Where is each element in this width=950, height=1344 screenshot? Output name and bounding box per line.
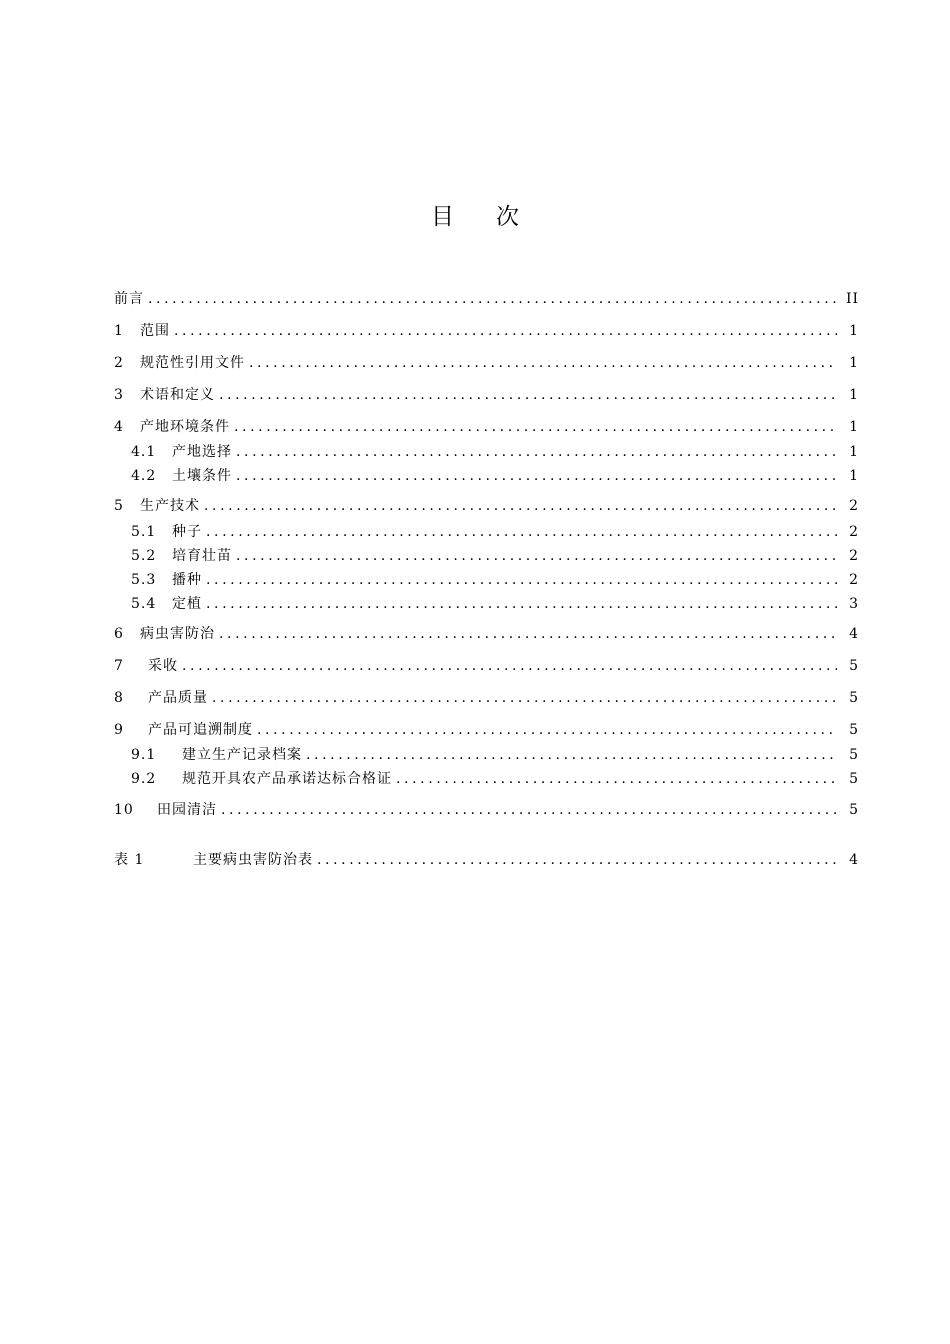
toc-entry-number: 表 1 xyxy=(114,852,145,868)
toc-leader xyxy=(317,850,837,870)
toc-entry-page: 1 xyxy=(849,444,859,460)
toc-leader xyxy=(219,385,837,405)
page-title-char-1: 目 xyxy=(431,204,454,230)
toc-entry-page: 5 xyxy=(849,802,859,818)
page-title xyxy=(0,202,950,232)
toc-leader xyxy=(182,656,837,676)
toc-entry-number: 4.2 xyxy=(131,468,157,484)
toc-entry-label: 产品质量 xyxy=(148,690,208,706)
toc-entry-number: 6 xyxy=(114,626,124,642)
toc-leader xyxy=(212,688,837,708)
toc-entry-page: 5 xyxy=(849,722,859,738)
toc-entry-3[interactable] xyxy=(114,385,859,405)
toc-leader xyxy=(204,496,837,516)
toc-entry-label: 播种 xyxy=(172,572,202,588)
toc-leader xyxy=(174,321,837,341)
toc-entry-number: 7 xyxy=(114,658,124,674)
toc-entry-5-3[interactable] xyxy=(131,570,859,590)
toc-entry-number: 9 xyxy=(114,722,124,738)
toc-entry-label: 培育壮苗 xyxy=(172,548,232,564)
toc-leader xyxy=(206,570,837,590)
toc-entry-page: 3 xyxy=(849,596,859,612)
toc-leader xyxy=(249,353,837,373)
toc-entry-label: 规范性引用文件 xyxy=(140,355,245,371)
toc-entry-label: 病虫害防治 xyxy=(140,626,215,642)
toc-entry-6[interactable] xyxy=(114,624,859,644)
toc-entry-number: 10 xyxy=(114,802,134,818)
toc-entry-number: 5.4 xyxy=(131,596,157,612)
toc-entry-page: 1 xyxy=(849,419,859,435)
toc-entry-1[interactable] xyxy=(114,321,859,341)
toc-entry-label: 田园清洁 xyxy=(157,802,217,818)
toc-entry-number: 4.1 xyxy=(131,444,157,460)
toc-entry-number: 8 xyxy=(114,690,124,706)
toc-entry-page: 1 xyxy=(849,355,859,371)
toc-leader xyxy=(236,466,837,486)
toc-leader xyxy=(257,720,837,740)
toc-entry-label: 产品可追溯制度 xyxy=(148,722,253,738)
toc-entry-label: 术语和定义 xyxy=(140,387,215,403)
toc-entry-5-2[interactable] xyxy=(131,546,859,566)
toc-entry-label: 生产技术 xyxy=(140,498,200,514)
toc-entry-5[interactable] xyxy=(114,496,859,516)
toc-entry-foreword[interactable] xyxy=(114,289,859,309)
toc-entry-label: 建立生产记录档案 xyxy=(182,747,302,763)
toc-entry-4[interactable] xyxy=(114,417,859,437)
toc-leader xyxy=(206,594,837,614)
toc-entry-table-1[interactable] xyxy=(114,850,859,870)
toc-leader xyxy=(236,546,837,566)
toc-entry-page: 4 xyxy=(849,852,859,868)
toc-entry-page: 2 xyxy=(849,498,859,514)
toc-leader xyxy=(219,624,837,644)
toc-entry-number: 3 xyxy=(114,387,124,403)
toc-entry-page: 5 xyxy=(849,690,859,706)
toc-leader xyxy=(236,442,837,462)
toc-entry-label: 采收 xyxy=(148,658,178,674)
toc-leader xyxy=(148,289,837,309)
toc-entry-page: 5 xyxy=(849,747,859,763)
toc-entry-label: 种子 xyxy=(172,524,202,540)
toc-entry-4-2[interactable] xyxy=(131,466,859,486)
toc-entry-number: 5.3 xyxy=(131,572,157,588)
toc-entry-page: 5 xyxy=(849,658,859,674)
toc-leader xyxy=(306,745,837,765)
toc-entry-page: 2 xyxy=(849,572,859,588)
toc-entry-number: 4 xyxy=(114,419,124,435)
toc-entry-10[interactable] xyxy=(114,800,859,820)
toc-entry-2[interactable] xyxy=(114,353,859,373)
toc-entry-page: II xyxy=(845,291,859,307)
page-title-char-2: 次 xyxy=(496,204,519,230)
toc-leader xyxy=(221,800,837,820)
toc-entry-page: 5 xyxy=(849,771,859,787)
toc-entry-number: 5.2 xyxy=(131,548,157,564)
toc-entry-9-2[interactable] xyxy=(131,769,859,789)
toc-entry-7[interactable] xyxy=(114,656,859,676)
toc-entry-number: 9.2 xyxy=(131,771,157,787)
toc-entry-page: 1 xyxy=(849,323,859,339)
toc-entry-5-1[interactable] xyxy=(131,522,859,542)
toc-entry-page: 1 xyxy=(849,387,859,403)
toc-entry-page: 1 xyxy=(849,468,859,484)
toc-entry-label: 定植 xyxy=(172,596,202,612)
toc-leader xyxy=(234,417,837,437)
toc-entry-page: 2 xyxy=(849,524,859,540)
toc-entry-label: 主要病虫害防治表 xyxy=(193,852,313,868)
toc-entry-label: 范围 xyxy=(140,323,170,339)
toc-entry-5-4[interactable] xyxy=(131,594,859,614)
toc-entry-number: 2 xyxy=(114,355,124,371)
toc-entry-label: 产地环境条件 xyxy=(140,419,230,435)
toc-entry-label: 前言 xyxy=(114,291,144,307)
toc-entry-label: 规范开具农产品承诺达标合格证 xyxy=(182,771,392,787)
toc-entry-number: 5.1 xyxy=(131,524,157,540)
toc-entry-label: 土壤条件 xyxy=(172,468,232,484)
toc-entry-page: 2 xyxy=(849,548,859,564)
toc-entry-number: 1 xyxy=(114,323,124,339)
toc-entry-9-1[interactable] xyxy=(131,745,859,765)
toc-leader xyxy=(396,769,837,789)
toc-entry-page: 4 xyxy=(849,626,859,642)
toc-entry-8[interactable] xyxy=(114,688,859,708)
toc-entry-4-1[interactable] xyxy=(131,442,859,462)
toc-entry-number: 9.1 xyxy=(131,747,157,763)
toc-entry-label: 产地选择 xyxy=(172,444,232,460)
toc-leader xyxy=(206,522,837,542)
toc-entry-9[interactable] xyxy=(114,720,859,740)
toc-entry-number: 5 xyxy=(114,498,124,514)
